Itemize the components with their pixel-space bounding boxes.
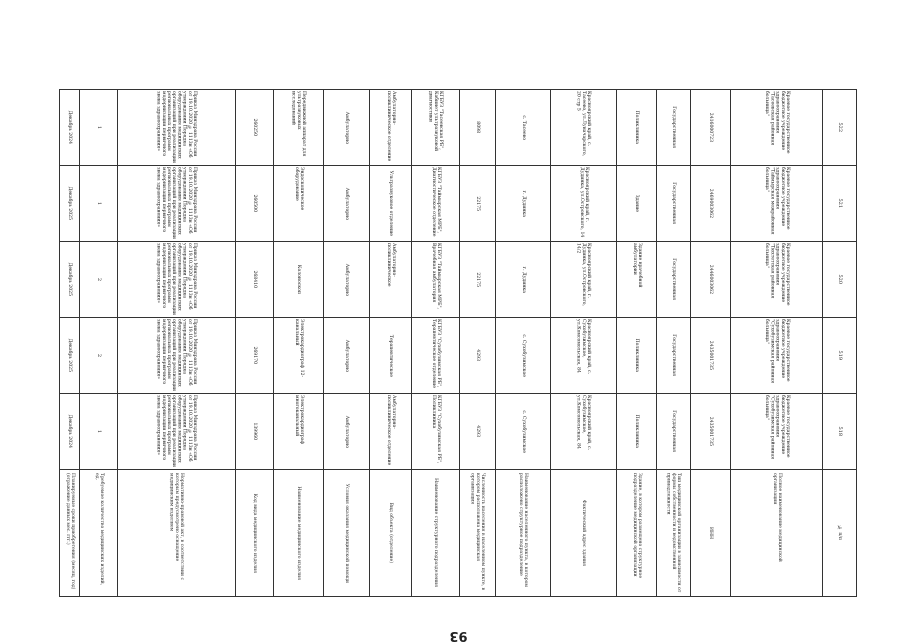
row-number: 522 (837, 122, 844, 133)
cell-device (274, 318, 324, 394)
cell-population (460, 90, 496, 166)
cell-term (60, 318, 80, 394)
page-number: 93 (449, 628, 468, 643)
organization-name: Краевое государственное бюджетное учреждение здравоохранения "Тюхтетская районная больница" (763, 243, 790, 306)
care-conditions: Амбулаторно (344, 415, 350, 448)
purchase-term: Декабрь 2025 (67, 262, 73, 297)
cell-number (823, 166, 857, 242)
population: 22175 (475, 272, 481, 287)
cell-building (617, 394, 657, 470)
population: 8098 (475, 121, 481, 134)
device-name: Эндоскопическое оборудование (293, 167, 304, 211)
header-text: Наименование структурного подразделения (433, 478, 439, 588)
header-cell (60, 470, 80, 597)
legal-act: Приказ Минздрава России от 19.10.2020 № 1113н «Об утверждении Порядка оборудования медицинских организаций при реализации региональных программ модернизации первичного звена здравоохранения» (155, 395, 198, 468)
quantity: 1 (96, 429, 103, 434)
header-cell (274, 470, 324, 597)
cell-act (118, 318, 236, 394)
cell-locality (496, 394, 551, 470)
population: 4293 (475, 425, 481, 438)
cell-code (236, 90, 274, 166)
device-code: 269170 (252, 346, 258, 365)
header-cell (324, 470, 370, 597)
cell-object (370, 318, 412, 394)
organization-name: Краевое государственное бюджетное учреждение здравоохранения "Сухобузимская районная больница" (763, 395, 790, 460)
device-name: Электрокардиограф многоканальный (293, 395, 304, 445)
inn-value: 2416000723 (708, 112, 714, 143)
cell-qty (80, 318, 118, 394)
object-type: Амбулаторно-поликлиническое отделение (385, 91, 396, 162)
cell-inn (691, 166, 731, 242)
header-text: ИНН (708, 526, 714, 540)
cell-building (617, 242, 657, 318)
table-row (60, 394, 857, 470)
cell-number (823, 242, 857, 318)
cell-population (460, 318, 496, 394)
cell-inn (691, 394, 731, 470)
cell-address (551, 90, 617, 166)
purchase-term: Декабрь 2024 (67, 414, 73, 449)
legal-act: Приказ Минздрава России от 19.10.2020 № 1113н «Об утверждении Порядка оборудования медицинских организаций при реализации региональных программ модернизации первичного звена здравоохранения» (155, 91, 198, 164)
header-text: № п/п (837, 525, 843, 541)
cell-act (118, 90, 236, 166)
locality: г. Дудинка (520, 266, 526, 293)
cell-device (274, 166, 324, 242)
device-code: 260250 (252, 118, 258, 137)
object-type: Терапевтическое (388, 334, 394, 377)
care-conditions: Амбулаторно (344, 339, 350, 372)
header-text: Код вида медицинского изделия (252, 493, 258, 573)
device-code: 268410 (252, 270, 258, 289)
cell-conditions (324, 90, 370, 166)
quantity: 2 (96, 353, 103, 358)
address: Красноярский край, г. Дудинка, ул.Островского, 14/2 (575, 243, 592, 307)
org-type: Государственная (671, 410, 677, 453)
subdivision: КГБУЗ "Таймырская МРБ", Врачебная амбулатория (430, 243, 441, 310)
cell-subdivision (412, 394, 460, 470)
table-row (60, 242, 857, 318)
cell-type (657, 90, 691, 166)
row-number: 521 (837, 198, 844, 209)
document-page (60, 91, 857, 643)
row-number: 518 (837, 426, 844, 437)
cell-code (236, 242, 274, 318)
cell-term (60, 394, 80, 470)
subdivision: КГБУЗ "Сухобузимская РБ", Поликлиника (430, 395, 441, 464)
cell-subdivision (412, 166, 460, 242)
purchase-term: Декабрь 2024 (67, 110, 73, 145)
object-type: Амбулаторно-поликлиническое отделение (385, 395, 396, 466)
cell-object (370, 166, 412, 242)
cell-address (551, 242, 617, 318)
cell-locality (496, 166, 551, 242)
device-name: Колоноскоп (296, 264, 302, 295)
org-type: Государственная (671, 106, 677, 149)
locality: с. Тасеево (520, 115, 526, 140)
cell-qty (80, 394, 118, 470)
care-conditions: Амбулаторно (344, 187, 350, 220)
population: 22175 (475, 196, 481, 211)
header-cell (370, 470, 412, 597)
cell-conditions (324, 394, 370, 470)
cell-term (60, 90, 80, 166)
cell-subdivision (412, 90, 460, 166)
legal-act: Приказ Минздрава России от 19.10.2020 № 1113н «Об утверждении Порядка оборудования медицинских организаций при реализации региональных программ модернизации первичного звена здравоохранения» (155, 243, 198, 316)
device-name: Электрокардиограф 12-канальный (293, 319, 304, 378)
subdivision: КГБУЗ "Тасеевская РБ", Кабинет ультразвуковой диагностики (427, 91, 444, 152)
header-text: Тип медицинской организации в зависимости от формы собственности и ведомственной принадлежности (665, 473, 682, 593)
inn-value: 2446003062 (708, 264, 714, 295)
cell-org (731, 242, 823, 318)
cell-conditions (324, 242, 370, 318)
table-row (60, 166, 857, 242)
device-code: 139960 (252, 422, 258, 441)
header-text: Наименование медицинского изделия (296, 486, 302, 580)
cell-inn (691, 318, 731, 394)
cell-population (460, 242, 496, 318)
header-cell (823, 470, 857, 597)
cell-locality (496, 318, 551, 394)
building: Здание врачебной амбулатории (631, 243, 642, 288)
header-text: Полное наименование медицинской организации (771, 473, 782, 562)
cell-number (823, 90, 857, 166)
cell-org (731, 90, 823, 166)
cell-act (118, 166, 236, 242)
inn-value: 2435001735 (708, 340, 714, 371)
cell-type (657, 166, 691, 242)
building: Поликлиника (634, 110, 640, 145)
cell-address (551, 394, 617, 470)
header-text: Здание, в котором размещено структурное подразделение медицинской организации (631, 473, 642, 579)
cell-qty (80, 166, 118, 242)
locality: с. Сухобузимское (520, 334, 526, 377)
cell-population (460, 394, 496, 470)
object-type: Ультразвуковое отделение (388, 170, 394, 237)
header-cell (691, 470, 731, 597)
header-cell (551, 470, 617, 597)
locality: г. Дудинка (520, 190, 526, 217)
cell-population (460, 166, 496, 242)
header-cell (496, 470, 551, 597)
cell-inn (691, 242, 731, 318)
table-row (60, 90, 857, 166)
cell-number (823, 394, 857, 470)
cell-conditions (324, 166, 370, 242)
cell-act (118, 242, 236, 318)
cell-code (236, 394, 274, 470)
header-cell (657, 470, 691, 597)
header-text: Условия оказания медицинской помощи (344, 483, 350, 583)
device-name: Передвижной аппарат для ультразвуковых исследований (290, 91, 307, 157)
cell-device (274, 242, 324, 318)
org-type: Государственная (671, 258, 677, 301)
cell-org (731, 394, 823, 470)
row-number: 519 (837, 350, 844, 361)
organization-name: Краевое государственное бюджетное учреждение здравоохранения "Тасеевская районная больница" (763, 91, 790, 154)
cell-device (274, 394, 324, 470)
equipment-table (59, 89, 857, 597)
cell-type (657, 242, 691, 318)
building: Здание (634, 194, 640, 213)
subdivision: КГБУЗ "Таймырская МРБ", Диагностическое отделение (430, 167, 441, 237)
cell-address (551, 166, 617, 242)
cell-subdivision (412, 318, 460, 394)
inn-value: 2469003062 (708, 188, 714, 219)
row-number: 520 (837, 274, 844, 285)
inn-value: 2435001735 (708, 416, 714, 447)
org-type: Государственная (671, 182, 677, 225)
organization-name: Краевое государственное бюджетное учреждение здравоохранения "Таймырская межрайонная больница" (763, 167, 790, 235)
address: Красноярский край, г. Дудинка, ул.Островского, 14 (578, 167, 589, 238)
object-type: Амбулаторно-поликлиническое (385, 243, 396, 287)
legal-act: Приказ Минздрава России от 19.10.2020 № 1113н «Об утверждении Порядка оборудования медицинских организаций при реализации региональных программ модернизации первичного звена здравоохранения» (155, 319, 198, 392)
header-cell (236, 470, 274, 597)
cell-code (236, 166, 274, 242)
table-row (60, 318, 857, 394)
header-cell (617, 470, 657, 597)
cell-term (60, 166, 80, 242)
organization-name: Краевое государственное бюджетное учреждение здравоохранения "Сухобузимская районная больница" (763, 319, 790, 384)
header-text: Численность населения в населенном пункте, в котором расположена медицинская организация (469, 473, 486, 591)
cell-term (60, 242, 80, 318)
cell-object (370, 242, 412, 318)
care-conditions: Амбулаторно (344, 111, 350, 144)
quantity: 1 (96, 125, 103, 130)
header-text: Фактический адрес здания (581, 499, 587, 567)
header-cell (412, 470, 460, 597)
legal-act: Приказ Минздрава России от 19.10.2020 № 1113н «Об утверждении Порядка оборудования медицинских организаций при реализации региональных программ модернизации первичного звена здравоохранения» (155, 167, 198, 240)
header-text: Наименование населенного пункта, в котором расположено структурное подразделение (518, 473, 529, 587)
header-cell (731, 470, 823, 597)
header-text: Нормативно-правовой акт, в соответствии с которым предусмотрено оснащение медицинским изделием (168, 473, 185, 581)
cell-qty (80, 242, 118, 318)
device-code: 260500 (252, 194, 258, 213)
address: Красноярский край, с. Сухобузимское, ул.Комсомольская, 84 (575, 395, 592, 451)
cell-org (731, 318, 823, 394)
cell-device (274, 90, 324, 166)
care-conditions: Амбулаторно (344, 263, 350, 296)
address: Красноярский край, с. Тасеево, ул.Луначарского, 20 стр 5 (575, 91, 592, 157)
cell-type (657, 394, 691, 470)
cell-building (617, 166, 657, 242)
cell-locality (496, 242, 551, 318)
cell-qty (80, 90, 118, 166)
cell-object (370, 90, 412, 166)
cell-act (118, 394, 236, 470)
header-cell (118, 470, 236, 597)
cell-code (236, 318, 274, 394)
header-row (60, 470, 857, 597)
header-text: Требуемое количество медицинских изделий, ед. (93, 473, 104, 586)
cell-address (551, 318, 617, 394)
cell-object (370, 394, 412, 470)
address: Красноярский край, с. Сухобузимское, ул.Комсомольская, 84 (575, 319, 592, 375)
locality: с. Сухобузимское (520, 410, 526, 453)
purchase-term: Декабрь 2025 (67, 186, 73, 221)
cell-number (823, 318, 857, 394)
header-text: Вид объекта (отделение) (388, 502, 394, 564)
cell-conditions (324, 318, 370, 394)
header-cell (80, 470, 118, 597)
cell-org (731, 166, 823, 242)
org-type: Государственная (671, 334, 677, 377)
purchase-term: Декабрь 2025 (67, 338, 73, 373)
cell-subdivision (412, 242, 460, 318)
quantity: 2 (96, 277, 103, 282)
building: Поликлиника (634, 338, 640, 373)
header-text: Планируемые сроки приобретения (месяц, год) (отражение данных мес. ггг.) (64, 473, 75, 590)
subdivision: КГБУЗ "Сухобузимская РБ", Терапевтическое отделение (430, 319, 441, 389)
cell-building (617, 318, 657, 394)
cell-inn (691, 90, 731, 166)
quantity: 1 (96, 201, 103, 206)
cell-building (617, 90, 657, 166)
cell-type (657, 318, 691, 394)
building: Поликлиника (634, 414, 640, 449)
cell-locality (496, 90, 551, 166)
header-cell (460, 470, 496, 597)
population: 4293 (475, 349, 481, 362)
